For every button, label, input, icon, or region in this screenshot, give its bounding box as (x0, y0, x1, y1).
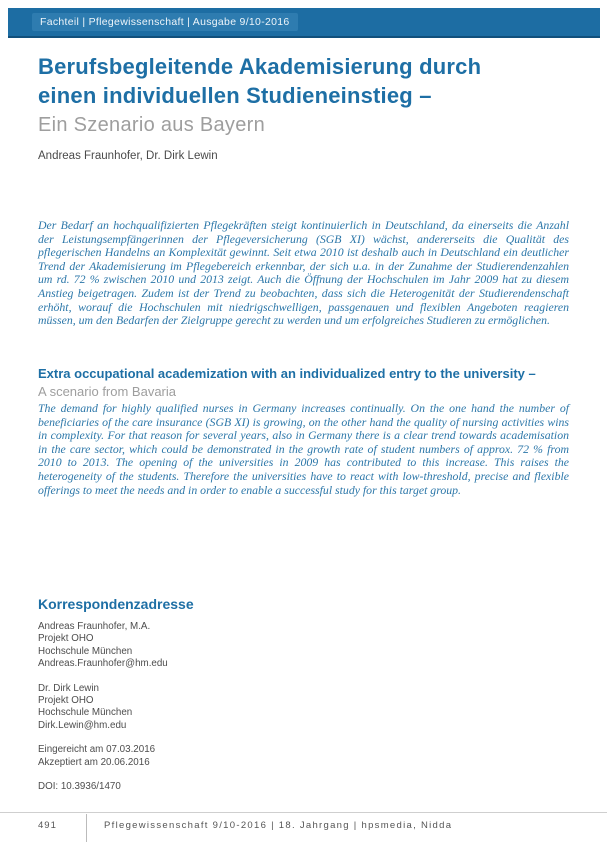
footer-journal-info: Pflegewissenschaft 9/10-2016 | 18. Jahrgang | hpsmedia, Nidda (104, 820, 453, 831)
author-line: Andreas Fraunhofer, Dr. Dirk Lewin (38, 150, 218, 162)
journal-issue-label: Fachteil | Pflegewissenschaft | Ausgabe 9/10-2016 (32, 13, 298, 31)
contact1-name: Andreas Fraunhofer, M.A. (38, 621, 151, 632)
journal-header-bar (8, 8, 600, 38)
english-title: Extra occupational academization with an individualized entry to the university – (38, 366, 536, 381)
article-title (38, 52, 583, 110)
correspondence-heading: Korrespondenzadresse (38, 596, 194, 612)
doi-line: DOI: 10.3936/1470 (38, 781, 121, 793)
article-title-line1: Berufsbegleitende Akademisierung durch (38, 54, 482, 79)
contact2-name: Dr. Dirk Lewin (38, 682, 99, 694)
article-title-line2: einen individuellen Studieneinstieg – (38, 83, 432, 108)
abstract-german: Der Bedarf an hochqualifizierten Pflegekräften steigt kontinuierlich in Deutschland, da einerseits die Anzahl der Leistungsempfängerinnen der Pflegeversicherung (SGB XI) wächst, andererseits die Qualität des pflegerischen Handelns an Komplexität gewinnt. Seit etwa 2010 ist deshalb auch in Deutschland ein deutlicher Trend der Akademisierung im Pflegebereich erkennbar, der sich u.a. in der Zunahme der Studierendenzahlen um rd. 72 % zwischen 2010 und 2013 zeigt. Auch die Öffnung der Hochschulen im Jahr 2009 hat zu diesem Anstieg beigetragen. Zudem ist der Trend zu beobachten, dass sich die Heterogenität der Studierendenschaft erhöht, worauf die Hochschulen mit niedrigschwelligen, passgenauen und flexiblen Angeboten reagieren müssen, um den Bedarfen der Zielgruppe gerecht zu werden und um erfolgreiches Studieren zu ermöglichen. (38, 218, 569, 328)
spacer (38, 769, 168, 781)
english-subtitle: A scenario from Bavaria (38, 384, 177, 399)
abstract-english: The demand for highly qualified nurses in Germany increases continually. On the one hand the number of beneficiaries of the care insurance (SGB XI) is growing, on the other hand the quality of nursing activities wins in complexity. For that reason for several years, also in Germany there is a clear trend towards academisation in the care sector, which could be demonstrated in the growth rate of student numbers of approx. 72 % from 2010 to 2013. The opening of the universities in 2009 has contributed to this increase. This raises the heterogeneity of the students. Therefore the universities have to react with low-threshold, precise and flexible offerings to meet the needs and in order to enable a successful study for this target group. (38, 401, 569, 497)
spacer (38, 732, 168, 744)
footer-divider (0, 812, 607, 813)
submitted-date: Eingereicht am 07.03.2016 (38, 744, 156, 756)
footer-separator (86, 814, 87, 842)
spacer (38, 671, 168, 683)
contact1-email: Andreas.Fraunhofer@hm.edu (38, 658, 168, 670)
contact2-institution: Hochschule München (38, 707, 133, 719)
contact2-email: Dirk.Lewin@hm.edu (38, 719, 127, 731)
accepted-date: Akzeptiert am 20.06.2016 (38, 756, 150, 768)
contact1-project: Projekt OHO (38, 633, 94, 645)
page-number: 491 (38, 820, 57, 831)
contact1-institution: Hochschule München (38, 645, 133, 657)
correspondence-block (38, 621, 168, 793)
article-subtitle: Ein Szenario aus Bayern (38, 114, 266, 136)
contact2-project: Projekt OHO (38, 695, 94, 707)
